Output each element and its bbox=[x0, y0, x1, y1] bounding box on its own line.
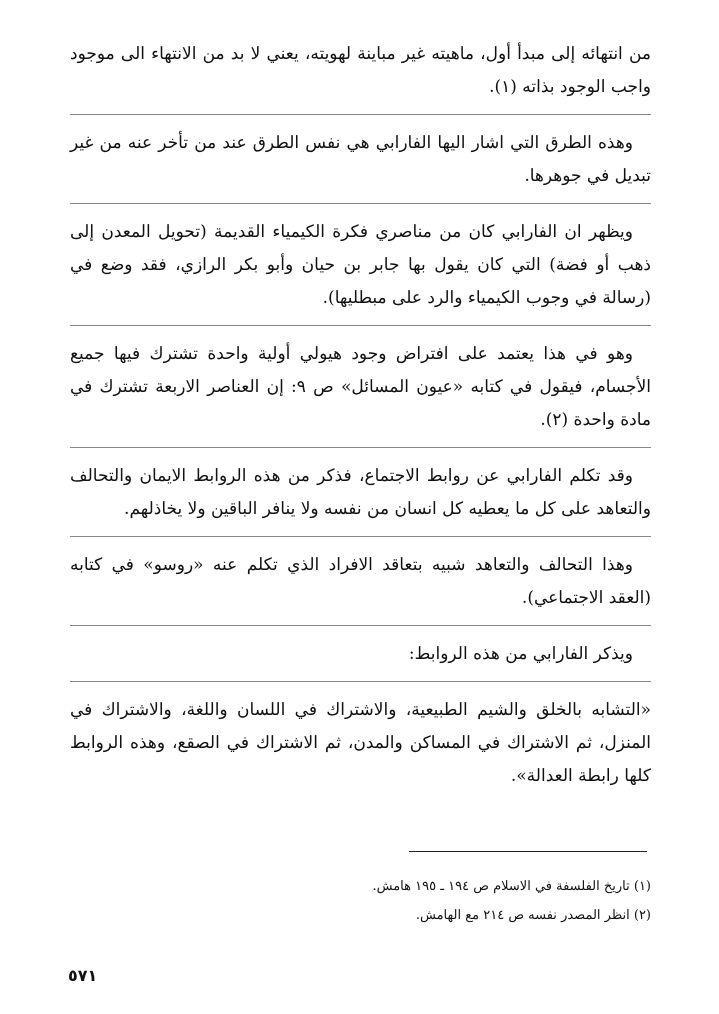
footnote-2: (٢) انظر المصدر نفسه ص ٢١٤ مع الهامش. bbox=[415, 908, 651, 923]
paragraph-divider bbox=[70, 325, 651, 326]
paragraph-4: وهو في هذا يعتمد على افتراض وجود هيولي أولية واحدة تشترك فيها جميع الأجسام، فيقول في كتابه «عيون المسائل» ص ٩: إن العناصر الاربعة تشترك في مادة واحدة (٢). bbox=[70, 344, 651, 430]
footnotes bbox=[250, 872, 651, 930]
paragraph-2: وهذه الطرق التي اشار اليها الفارابي هي نفس الطرق عند من تأخر عنه من غير تبديل في جوهرها. bbox=[70, 133, 651, 186]
paragraph-3: ويظهر ان الفارابي كان من مناصري فكرة الكيمياء القديمة (تحويل المعدن إلى ذهب أو فضة) التي كان يقول بها جابر بن حيان وأبو بكر الرازي، فقد وضع في (رسالة في وجوب الكيمياء والرد على مبطليها). bbox=[70, 222, 651, 308]
paragraph-divider bbox=[70, 114, 651, 115]
paragraph-5: وقد تكلم الفارابي عن روابط الاجتماع، فذكر من هذه الروابط الايمان والتحالف والتعاهد على كل ما يعطيه كل انسان من نفسه ولا ينافر الباقين ولا يخاذلهم. bbox=[70, 466, 651, 519]
paragraph-divider bbox=[70, 681, 651, 682]
paragraph-1: من انتهائه إلى مبدأ أول، ماهيته غير مباينة لهويته، يعني لا بد من الانتهاء الى موجود واجب الوجود بذاته (١). bbox=[70, 44, 651, 97]
paragraph-divider bbox=[70, 625, 651, 626]
footnote-1: (١) تاريخ الفلسفة في الاسلام ص ١٩٤ ـ ١٩٥ هامش. bbox=[372, 879, 651, 894]
footnote-separator bbox=[409, 851, 647, 852]
paragraph-7: ويذكر الفارابي من هذه الروابط: bbox=[408, 644, 633, 664]
paragraph-divider bbox=[70, 536, 651, 537]
paragraph-divider bbox=[70, 447, 651, 448]
body-text bbox=[70, 38, 651, 793]
paragraph-divider bbox=[70, 203, 651, 204]
quotation-paragraph: «التشابه بالخلق والشيم الطبيعية، والاشتراك في اللسان واللغة، والاشتراك في المنزل، ثم الاشتراك في المساكن والمدن، ثم الاشتراك في الصقع، وهذه الروابط كلها رابطة العدالة». bbox=[70, 700, 651, 786]
page-number: ٥٧١ bbox=[68, 966, 98, 985]
paragraph-6: وهذا التحالف والتعاهد شبيه بتعاقد الافراد الذي تكلم عنه «روسو» في كتابه (العقد الاجتماعي). bbox=[70, 555, 651, 608]
